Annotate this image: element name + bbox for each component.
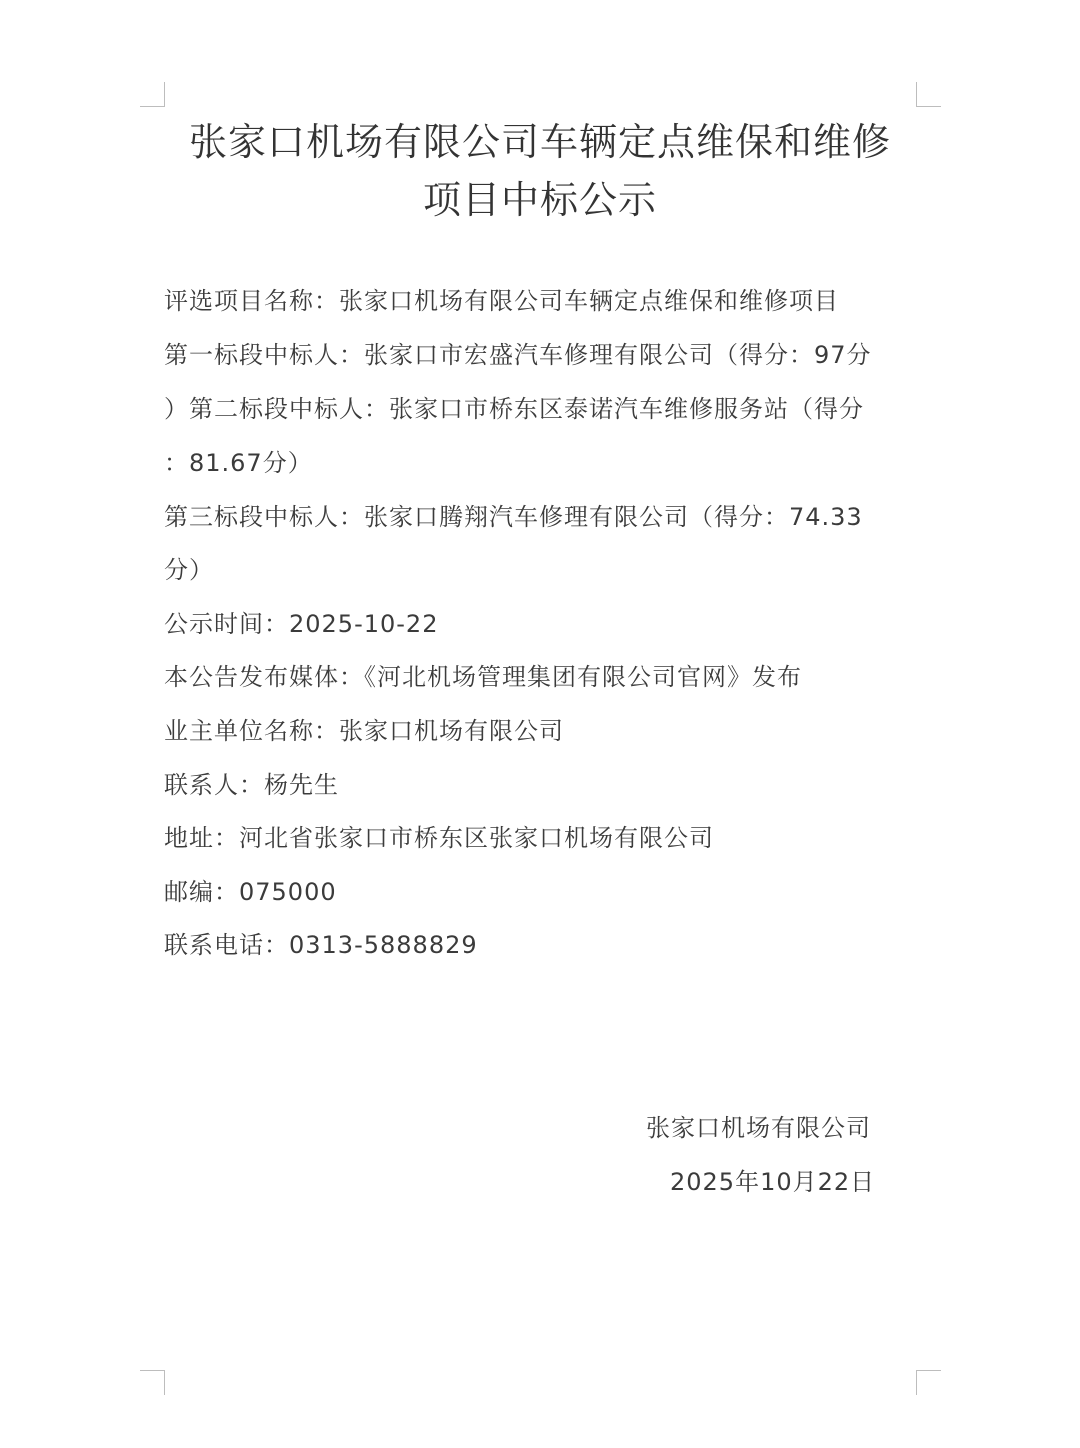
page-corner-mark-bottom-right	[916, 1370, 941, 1395]
lot-three-score-line: 分）	[164, 556, 214, 584]
contact-phone-line: 联系电话：0313-5888829	[164, 931, 478, 959]
document-title-line-2: 项目中标公示	[422, 178, 657, 222]
page-corner-mark-top-right	[916, 82, 941, 107]
lot-one-winner-line: 第一标段中标人：张家口市宏盛汽车修理有限公司（得分：97分	[164, 341, 872, 369]
page-corner-mark-bottom-left	[140, 1370, 165, 1395]
lot-two-score-line: ：81.67分）	[164, 449, 313, 477]
publication-date-line: 公示时间：2025-10-22	[164, 610, 439, 638]
address-line: 地址：河北省张家口市桥东区张家口机场有限公司	[164, 824, 714, 852]
project-name-line: 评选项目名称：张家口机场有限公司车辆定点维保和维修项目	[164, 287, 839, 315]
owner-name-line: 业主单位名称：张家口机场有限公司	[164, 717, 564, 745]
publication-media-line: 本公告发布媒体：《河北机场管理集团有限公司官网》发布	[164, 663, 802, 691]
postal-code-line: 邮编：075000	[164, 878, 337, 906]
document-title-line-1: 张家口机场有限公司车辆定点维保和维修	[188, 120, 891, 164]
contact-person-line: 联系人：杨先生	[164, 771, 339, 799]
page-corner-mark-top-left	[140, 82, 165, 107]
lot-three-winner-line: 第三标段中标人：张家口腾翔汽车修理有限公司（得分：74.33	[164, 503, 863, 531]
signature-company: 张家口机场有限公司	[646, 1114, 871, 1142]
lot-two-winner-line: ）第二标段中标人：张家口市桥东区泰诺汽车维修服务站（得分	[164, 395, 864, 423]
signature-date: 2025年10月22日	[670, 1168, 876, 1196]
